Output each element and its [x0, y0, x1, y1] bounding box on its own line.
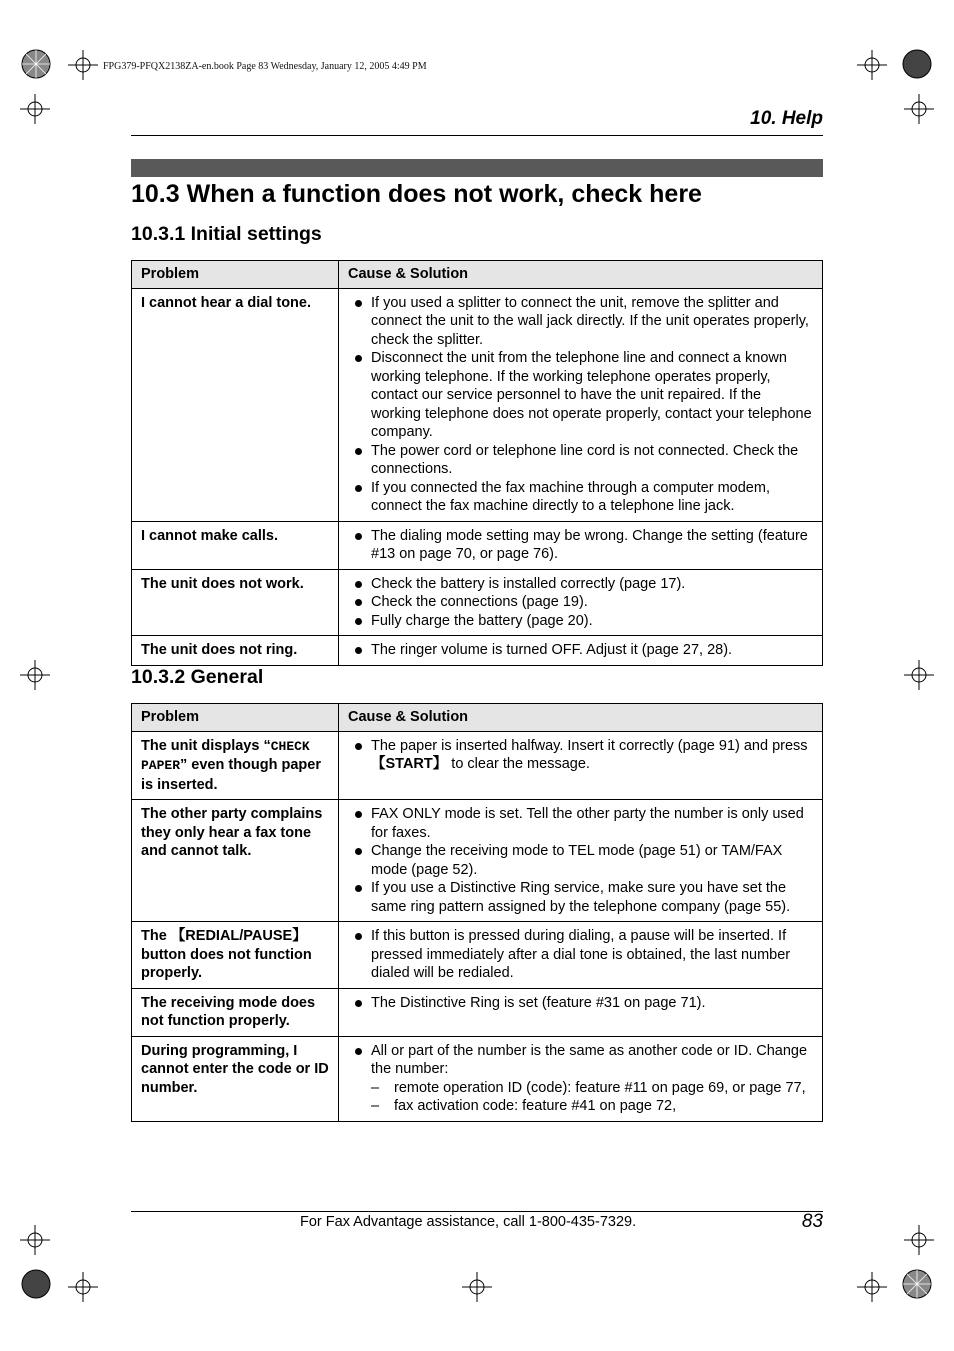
table-row [132, 1036, 823, 1121]
problem-cell: The other party complains they only hear a fax tone and cannot talk. [132, 800, 339, 922]
solution-cell [339, 988, 823, 1036]
solution-item [348, 737, 813, 774]
footer-assistance-text: For Fax Advantage assistance, call 1-800-435-7329. [300, 1214, 637, 1230]
redial-pause-key-label: 【REDIAL/PAUSE】 [170, 928, 307, 944]
solution-item: If this button is pressed during dialing, a pause will be inserted. If pressed immediately after a dial tone is obtained, the last number dialed will be redialed. [348, 927, 813, 983]
print-slug-line: FPG379-PFQX2138ZA-en.book Page 83 Wednesday, January 12, 2005 4:49 PM [103, 61, 427, 72]
solution-text: All or part of the number is the same as another code or ID. Change the number: [371, 1042, 808, 1077]
sub-item: – remote operation ID (code): feature #11 on page 69, or page 77, [371, 1079, 813, 1098]
crosshair-mark-bottom-right [857, 1272, 887, 1302]
crosshair-mark-right-upper [904, 94, 934, 124]
initial-settings-heading: 10.3.1 Initial settings [131, 223, 322, 245]
problem-text: ” even though paper is inserted. [141, 757, 322, 793]
crosshair-mark-right-lower [904, 1225, 934, 1255]
crosshair-mark-left-upper [20, 94, 50, 124]
display-message-code: CHECK PAPER [141, 738, 310, 773]
registration-mark-top-right [901, 48, 933, 80]
crosshair-mark-left-middle [20, 660, 50, 690]
table-header-row [132, 704, 823, 732]
table-row [132, 636, 823, 666]
solution-cell [339, 1036, 823, 1121]
start-key-label: 【START】 [371, 756, 448, 772]
initial-settings-table [131, 260, 823, 666]
footer-rule [131, 1211, 823, 1212]
header-cause-solution: Cause & Solution [339, 261, 823, 289]
header-problem: Problem [132, 704, 339, 732]
solution-cell [339, 521, 823, 569]
table-row [132, 922, 823, 989]
solution-item: Check the battery is installed correctly (page 17). [348, 575, 813, 594]
crosshair-mark-bottom-left [68, 1272, 98, 1302]
table-header-row [132, 261, 823, 289]
problem-cell [132, 731, 339, 800]
solution-cell [339, 922, 823, 989]
section-title: 10.3 When a function does not work, check here [131, 180, 702, 208]
crosshair-mark-left-lower [20, 1225, 50, 1255]
solution-item: The Distinctive Ring is set (feature #31 on page 71). [348, 994, 813, 1013]
problem-text: button does not function properly. [141, 946, 312, 981]
table-row [132, 731, 823, 800]
solution-item: The ringer volume is turned OFF. Adjust it (page 27, 28). [348, 641, 813, 660]
solution-item: Change the receiving mode to TEL mode (page 51) or TAM/FAX mode (page 52). [348, 842, 813, 879]
problem-text: The [141, 928, 171, 944]
table-row [132, 521, 823, 569]
solution-cell [339, 288, 823, 521]
page-number: 83 [801, 1211, 823, 1232]
solution-item: FAX ONLY mode is set. Tell the other party the number is only used for faxes. [348, 805, 813, 842]
registration-mark-bottom-right [901, 1268, 933, 1300]
solution-item: If you connected the fax machine through a computer modem, connect the fax machine directly to a telephone line jack. [348, 479, 813, 516]
problem-cell: I cannot make calls. [132, 521, 339, 569]
header-rule [131, 135, 823, 136]
section-title-bar [131, 159, 823, 177]
chapter-header: 10. Help [750, 108, 823, 129]
solution-item: The power cord or telephone line cord is not connected. Check the connections. [348, 442, 813, 479]
sub-item: – fax activation code: feature #41 on page 72, [371, 1097, 813, 1116]
table-row [132, 988, 823, 1036]
solution-cell [339, 800, 823, 922]
solution-text: to clear the message. [447, 756, 590, 772]
general-table [131, 703, 823, 1122]
problem-cell: I cannot hear a dial tone. [132, 288, 339, 521]
table-row [132, 288, 823, 521]
header-cause-solution: Cause & Solution [339, 704, 823, 732]
problem-cell: The unit does not work. [132, 569, 339, 636]
problem-cell: The receiving mode does not function properly. [132, 988, 339, 1036]
solution-item: Fully charge the battery (page 20). [348, 612, 813, 631]
solution-item: If you use a Distinctive Ring service, make sure you have set the same ring pattern assigned by the telephone company (page 55). [348, 879, 813, 916]
problem-cell: During programming, I cannot enter the code or ID number. [132, 1036, 339, 1121]
solution-cell [339, 636, 823, 666]
crosshair-mark-right-middle [904, 660, 934, 690]
general-heading: 10.3.2 General [131, 666, 264, 688]
table-row [132, 569, 823, 636]
solution-item: Disconnect the unit from the telephone line and connect a known working telephone. If the working telephone operates properly, contact our service personnel to have the unit repaired. If the working telephone does not operate properly, contact your telephone company. [348, 349, 813, 442]
crosshair-mark-top-left [68, 50, 98, 80]
registration-mark-bottom-left [20, 1268, 52, 1300]
table-row [132, 800, 823, 922]
crosshair-mark-top-right [857, 50, 887, 80]
solution-cell [339, 569, 823, 636]
registration-mark-top-left [20, 48, 52, 80]
problem-text: The unit displays “ [141, 737, 271, 754]
solution-cell [339, 731, 823, 800]
solution-text: The paper is inserted halfway. Insert it correctly (page 91) and press [371, 737, 808, 754]
solution-item: Check the connections (page 19). [348, 593, 813, 612]
problem-cell [132, 922, 339, 989]
solution-item [348, 1042, 813, 1079]
problem-cell: The unit does not ring. [132, 636, 339, 666]
solution-item: If you used a splitter to connect the unit, remove the splitter and connect the unit to the wall jack directly. If the unit operates properly, check the splitter. [348, 294, 813, 350]
crosshair-mark-bottom-center [462, 1272, 492, 1302]
solution-item: The dialing mode setting may be wrong. Change the setting (feature #13 on page 70, or page 76). [348, 527, 813, 564]
header-problem: Problem [132, 261, 339, 289]
